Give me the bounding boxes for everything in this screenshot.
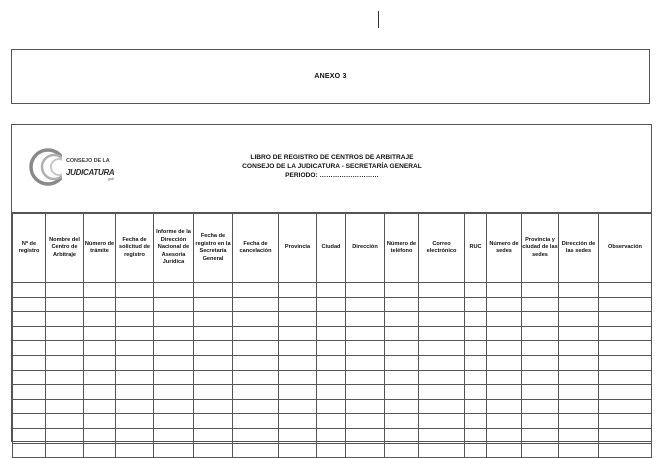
column-header: Correo electrónico [419, 214, 465, 283]
table-cell [46, 399, 84, 414]
table-cell [419, 283, 465, 298]
column-header: Número de trámite [84, 214, 116, 283]
table-cell [346, 297, 385, 312]
table-cell [84, 370, 116, 385]
table-cell [419, 341, 465, 356]
table-cell [194, 428, 233, 443]
column-header: Provincia y ciudad de las sedes [522, 214, 559, 283]
table-cell [599, 283, 652, 298]
column-header: Observación [599, 214, 652, 283]
table-cell [154, 428, 194, 443]
table-cell [233, 370, 279, 385]
table-cell [84, 312, 116, 327]
table-cell [522, 414, 559, 429]
table-cell [487, 326, 522, 341]
table-cell [279, 414, 317, 429]
table-cell [385, 385, 419, 400]
table-cell [194, 326, 233, 341]
table-cell [13, 414, 46, 429]
table-cell [487, 428, 522, 443]
table-cell [46, 326, 84, 341]
table-cell [233, 355, 279, 370]
table-cell [279, 355, 317, 370]
table-cell [279, 428, 317, 443]
table-cell [559, 355, 599, 370]
table-cell [233, 283, 279, 298]
column-header: Dirección [346, 214, 385, 283]
column-header: Nombre del Centro de Arbitraje [46, 214, 84, 283]
table-cell [154, 326, 194, 341]
heading-line-1: LIBRO DE REGISTRO DE CENTROS DE ARBITRAJE [250, 154, 414, 161]
table-cell [84, 428, 116, 443]
table-cell [385, 312, 419, 327]
table-cell [116, 414, 154, 429]
table-cell [599, 341, 652, 356]
table-cell [419, 355, 465, 370]
table-cell [154, 297, 194, 312]
registry-header [12, 125, 651, 213]
column-header: Número de sedes [487, 214, 522, 283]
table-cell [487, 341, 522, 356]
table-cell [385, 283, 419, 298]
table-cell [46, 385, 84, 400]
table-cell [522, 399, 559, 414]
table-cell [154, 283, 194, 298]
table-cell [419, 443, 465, 458]
table-cell [385, 370, 419, 385]
table-cell [522, 370, 559, 385]
table-cell [346, 428, 385, 443]
table-cell [279, 443, 317, 458]
table-cell [465, 428, 487, 443]
table-cell [13, 312, 46, 327]
table-cell [194, 355, 233, 370]
table-cell [116, 297, 154, 312]
table-cell [346, 312, 385, 327]
table-cell [154, 341, 194, 356]
table-cell [317, 414, 346, 429]
table-cell [13, 428, 46, 443]
table-cell [599, 443, 652, 458]
table-cell [559, 443, 599, 458]
table-row [13, 312, 652, 327]
table-cell [522, 428, 559, 443]
table-cell [599, 355, 652, 370]
table-cell [419, 385, 465, 400]
table-cell [487, 283, 522, 298]
table-cell [346, 326, 385, 341]
table-cell [487, 443, 522, 458]
table-cell [13, 297, 46, 312]
table-cell [46, 283, 84, 298]
table-cell [465, 370, 487, 385]
table-cell [559, 297, 599, 312]
table-cell [419, 428, 465, 443]
table-cell [419, 326, 465, 341]
table-row [13, 370, 652, 385]
table-cell [279, 312, 317, 327]
logo-line-3: gob [108, 177, 114, 181]
table-cell [487, 370, 522, 385]
logo-line-2: JUDICATURA [66, 168, 115, 177]
table-cell [522, 297, 559, 312]
table-cell [385, 341, 419, 356]
table-cell [84, 385, 116, 400]
table-cell [419, 297, 465, 312]
table-cell [233, 443, 279, 458]
table-cell [194, 414, 233, 429]
table-cell [419, 370, 465, 385]
table-cell [13, 370, 46, 385]
table-row [13, 443, 652, 458]
table-cell [194, 341, 233, 356]
table-cell [317, 283, 346, 298]
table-cell [487, 385, 522, 400]
table-cell [116, 326, 154, 341]
table-cell [599, 297, 652, 312]
table-cell [154, 399, 194, 414]
table-cell [317, 399, 346, 414]
column-header: Dirección de las sedes [559, 214, 599, 283]
table-cell [599, 312, 652, 327]
table-cell [317, 428, 346, 443]
table-cell [84, 297, 116, 312]
table-cell [194, 385, 233, 400]
table-cell [116, 443, 154, 458]
registry-table [12, 213, 652, 458]
table-cell [559, 312, 599, 327]
table-cell [419, 399, 465, 414]
table-cell [317, 385, 346, 400]
table-cell [346, 370, 385, 385]
table-cell [13, 355, 46, 370]
table-cell [599, 414, 652, 429]
table-cell [317, 312, 346, 327]
table-cell [233, 385, 279, 400]
table-cell [116, 428, 154, 443]
table-cell [116, 283, 154, 298]
table-cell [233, 399, 279, 414]
table-cell [522, 326, 559, 341]
table-cell [465, 443, 487, 458]
table-cell [317, 341, 346, 356]
logo-line-1: CONSEJO DE LA [66, 158, 110, 164]
annex-title-box [11, 49, 650, 104]
table-cell [279, 370, 317, 385]
table-row [13, 385, 652, 400]
table-cell [487, 297, 522, 312]
table-cell [522, 385, 559, 400]
table-cell [522, 355, 559, 370]
table-cell [154, 355, 194, 370]
table-cell [154, 443, 194, 458]
table-cell [154, 414, 194, 429]
table-cell [116, 399, 154, 414]
table-cell [559, 385, 599, 400]
heading-line-2: CONSEJO DE LA JUDICATURA - SECRETARÍA GENERAL [242, 163, 422, 170]
table-cell [84, 283, 116, 298]
registry-form [11, 124, 652, 442]
table-cell [346, 414, 385, 429]
table-cell [317, 443, 346, 458]
table-cell [233, 297, 279, 312]
table-cell [116, 370, 154, 385]
table-cell [116, 385, 154, 400]
table-cell [419, 414, 465, 429]
table-cell [84, 326, 116, 341]
column-header: Fecha de registro en la Secretaría General [194, 214, 233, 283]
table-row [13, 341, 652, 356]
table-cell [46, 312, 84, 327]
table-cell [346, 355, 385, 370]
table-cell [385, 399, 419, 414]
table-cell [385, 297, 419, 312]
table-cell [385, 443, 419, 458]
table-cell [154, 385, 194, 400]
table-row [13, 355, 652, 370]
table-cell [487, 312, 522, 327]
heading-line-3: PERIODO: ……………………… [285, 172, 379, 179]
table-cell [559, 414, 599, 429]
table-cell [559, 326, 599, 341]
column-header: Informe de la Dirección Nacional de Asesoría Jurídica [154, 214, 194, 283]
table-cell [487, 414, 522, 429]
table-cell [346, 399, 385, 414]
table-cell [522, 312, 559, 327]
column-header: Fecha de cancelación [233, 214, 279, 283]
table-cell [599, 428, 652, 443]
table-cell [84, 355, 116, 370]
table-cell [465, 399, 487, 414]
table-header-row [13, 214, 652, 283]
table-cell [13, 341, 46, 356]
table-cell [13, 326, 46, 341]
table-cell [559, 283, 599, 298]
table-row [13, 399, 652, 414]
table-cell [233, 341, 279, 356]
table-cell [84, 414, 116, 429]
table-cell [465, 326, 487, 341]
table-cell [559, 370, 599, 385]
table-cell [233, 428, 279, 443]
table-cell [346, 283, 385, 298]
table-cell [599, 326, 652, 341]
column-header: Provincia [279, 214, 317, 283]
table-cell [194, 297, 233, 312]
table-cell [599, 399, 652, 414]
table-cell [84, 443, 116, 458]
table-cell [317, 370, 346, 385]
table-cell [487, 399, 522, 414]
table-cell [465, 385, 487, 400]
table-cell [13, 399, 46, 414]
table-cell [317, 326, 346, 341]
table-cell [465, 297, 487, 312]
table-row [13, 297, 652, 312]
table-cell [465, 355, 487, 370]
table-cell [522, 341, 559, 356]
table-cell [84, 399, 116, 414]
table-cell [599, 370, 652, 385]
table-cell [465, 283, 487, 298]
text-cursor-mark [378, 11, 379, 28]
table-row [13, 414, 652, 429]
table-cell [487, 355, 522, 370]
table-cell [194, 312, 233, 327]
table-cell [46, 428, 84, 443]
column-header: Número de teléfono [385, 214, 419, 283]
table-cell [154, 312, 194, 327]
table-body [13, 283, 652, 458]
table-cell [116, 355, 154, 370]
table-cell [46, 370, 84, 385]
registry-heading [202, 153, 462, 180]
logo-circles-icon [26, 137, 126, 197]
table-cell [385, 355, 419, 370]
table-cell [279, 297, 317, 312]
table-cell [559, 428, 599, 443]
table-cell [522, 443, 559, 458]
table-cell [46, 297, 84, 312]
table-cell [317, 297, 346, 312]
table-cell [46, 443, 84, 458]
table-cell [13, 385, 46, 400]
table-cell [559, 399, 599, 414]
table-cell [346, 385, 385, 400]
table-cell [559, 341, 599, 356]
table-cell [233, 312, 279, 327]
table-cell [194, 399, 233, 414]
table-cell [279, 399, 317, 414]
table-cell [233, 414, 279, 429]
table-cell [317, 355, 346, 370]
table-cell [385, 414, 419, 429]
table-cell [194, 283, 233, 298]
annex-title: ANEXO 3 [314, 73, 347, 80]
column-header: Nº de registro [13, 214, 46, 283]
table-cell [279, 326, 317, 341]
table-cell [194, 370, 233, 385]
table-cell [194, 443, 233, 458]
table-row [13, 326, 652, 341]
table-cell [13, 283, 46, 298]
table-cell [116, 341, 154, 356]
table-cell [465, 341, 487, 356]
table-cell [46, 341, 84, 356]
table-cell [465, 312, 487, 327]
table-cell [279, 283, 317, 298]
table-cell [346, 341, 385, 356]
table-cell [385, 326, 419, 341]
column-header: Ciudad [317, 214, 346, 283]
table-row [13, 428, 652, 443]
table-cell [465, 414, 487, 429]
judicatura-logo [26, 137, 126, 197]
table-cell [154, 370, 194, 385]
table-cell [385, 428, 419, 443]
table-cell [346, 443, 385, 458]
table-cell [84, 341, 116, 356]
table-cell [46, 355, 84, 370]
table-cell [46, 414, 84, 429]
table-row [13, 283, 652, 298]
table-cell [13, 443, 46, 458]
column-header: Fecha de solicitud de registro [116, 214, 154, 283]
table-cell [599, 385, 652, 400]
table-cell [279, 385, 317, 400]
table-cell [116, 312, 154, 327]
table-cell [279, 341, 317, 356]
table-cell [419, 312, 465, 327]
table-cell [233, 326, 279, 341]
table-cell [522, 283, 559, 298]
column-header: RUC [465, 214, 487, 283]
